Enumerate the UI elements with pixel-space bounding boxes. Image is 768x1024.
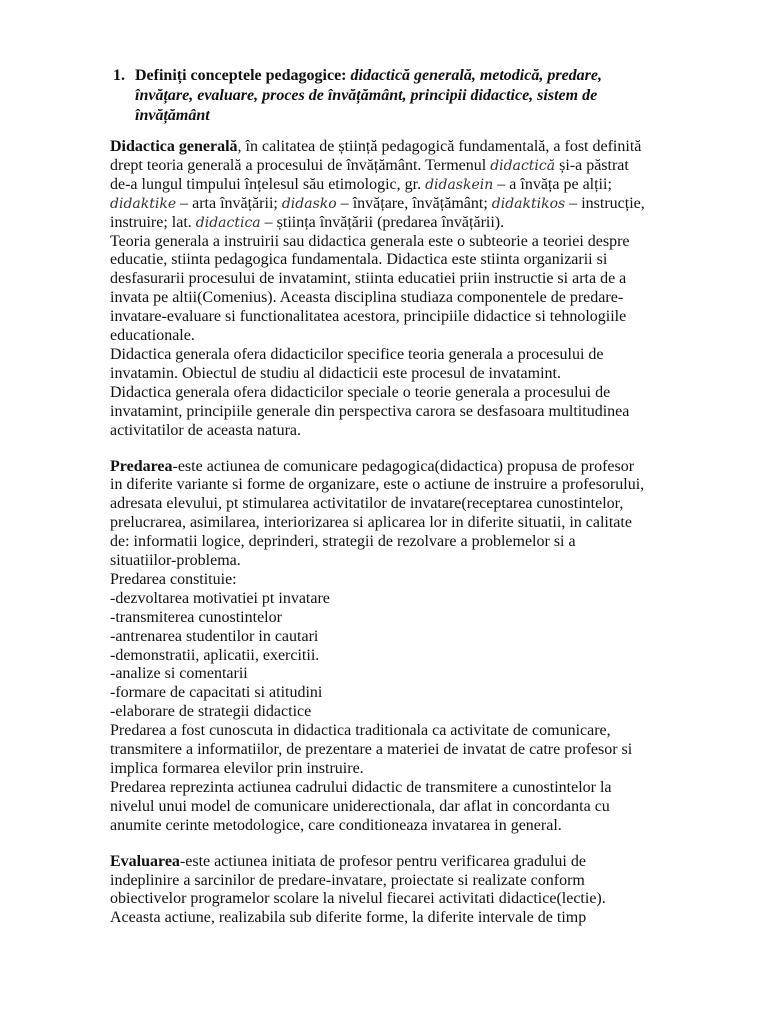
heading-line-2: învățare, evaluare, proces de învățământ, principii didactice, sistem de: [135, 87, 598, 104]
question-heading: [113, 66, 713, 126]
text-line: invatare-evaluare si functionalitatea acestora, principiile didactice si tehnologiile: [110, 308, 627, 326]
list-item: -elaborare de strategii didactice: [110, 703, 312, 721]
text-line: situatiilor-problema.: [110, 552, 241, 570]
list-item: -formare de capacitati si atitudini: [110, 684, 323, 702]
paragraph-gap: [110, 836, 715, 853]
text-line: Didactica generala ofera didacticilor specifice teoria generala a procesului de: [110, 345, 604, 363]
text-line: desfasurarii procesului de invatamint, stiinta educatiei priin instructie si arta de a: [110, 270, 627, 288]
list-item: -antrenarea studentilor in cautari: [110, 627, 319, 645]
intro-line-4: didaktike – arta învățării; didasko – învățare, învățământ; didaktikos – instrucție,: [110, 194, 645, 212]
text-line: Predarea a fost cunoscuta in didactica traditionala ca activitate de comunicare,: [110, 722, 611, 740]
text-line: indeplinire a sarcinilor de predare-invatare, proiectate si realizate conform: [110, 871, 585, 889]
evaluarea-paragraph: [110, 853, 715, 929]
intro-line-2: drept teoria generală a procesului de învățământ. Termenul didactică și-a păstrat: [110, 156, 629, 174]
text-line: obiectivelor programelor scolare la nivelul fiecarei activitati didactice(lectie).: [110, 890, 606, 908]
text-line: implica formarea elevilor prin instruire.: [110, 760, 364, 777]
heading-line-3: învățământ: [135, 107, 210, 124]
didactica-paragraph: [110, 138, 715, 441]
question-number: 1.: [113, 67, 125, 84]
list-item: -transmiterea cunostintelor: [110, 608, 282, 626]
intro-line-3: de-a lungul timpului înțelesul său etimologic, gr. didaskein – a învăța pe alții;: [110, 175, 612, 193]
evaluarea-term: Evaluarea: [110, 852, 180, 870]
document-body: [110, 138, 715, 928]
text-line: invata pe altii(Comenius). Aceasta disciplina studiaza componentele de predare-: [110, 289, 624, 307]
text-line: educationale.: [110, 327, 195, 345]
text-line: educatie, stiinta pedagogica fundamentala. Didactica este stiinta organizarii si: [110, 251, 608, 269]
evaluarea-line-1: Evaluarea-este actiunea initiata de profesor pentru verificarea gradului de: [110, 852, 586, 870]
text-line: anumite cerinte metodologice, care conditioneaza invatarea in general.: [110, 816, 562, 834]
text-line: nivelul unui model de comunicare uniderectionala, dar aflat in concordanta cu: [110, 797, 610, 815]
didactica-term: Didactica generală: [110, 138, 238, 155]
text-line: invatamin. Obiectul de studiu al didacticii este procesul de invatamint.: [110, 364, 561, 382]
text-line: prelucrarea, asimilarea, interiorizarea si aplicarea lor in diferite situatii, in calitate: [110, 514, 632, 532]
list-item: -dezvoltarea motivatiei pt invatare: [110, 589, 330, 607]
intro-line-5: instruire; lat. didactica – știința învățării (predarea învățării).: [110, 213, 505, 231]
list-item: -analize si comentarii: [110, 665, 248, 683]
text-line: Predarea reprezinta actiunea cadrului didactic de transmitere a cunostintelor la: [110, 778, 612, 796]
text-line: activitatilor de aceasta natura.: [110, 421, 302, 439]
intro-line-1: Didactica generală, în calitatea de știință pedagogică fundamentală, a fost definită: [110, 138, 642, 155]
text-line: adresata elevului, pt stimularea activitatilor de invatare(receptarea cunostintelor,: [110, 495, 624, 513]
predarea-line-1: Predarea-este actiunea de comunicare pedagogica(didactica) propusa de profesor: [110, 457, 635, 475]
text-line: Teoria generala a instruirii sau didactica generala este o subteorie a teoriei despre: [110, 232, 630, 250]
list-item: -demonstratii, aplicatii, exercitii.: [110, 646, 320, 664]
text-line: in diferite variante si forme de organizare, este o actiune de instruire a profesorului,: [110, 476, 645, 494]
predarea-term: Predarea: [110, 457, 173, 475]
text-line: invatamint, principiile generale din perspectiva carora se desfasoara multitudinea: [110, 402, 630, 420]
predarea-paragraph: [110, 458, 715, 836]
text-line: Aceasta actiune, realizabila sub diferite forme, la diferite intervale de timp: [110, 909, 587, 927]
text-line: Didactica generala ofera didacticilor speciale o teorie generala a procesului de: [110, 383, 611, 401]
heading-line-1: Definiți conceptele pedagogice: didactică generală, metodică, predare,: [135, 67, 603, 84]
text-line: transmitere a informatiilor, de prezentare a materiei de invatat de catre profesor si: [110, 741, 633, 759]
text-line: Predarea constituie:: [110, 570, 237, 588]
paragraph-gap: [110, 441, 715, 458]
text-line: de: informatii logice, deprinderi, strategii de rezolvare a problemelor si a: [110, 533, 576, 551]
